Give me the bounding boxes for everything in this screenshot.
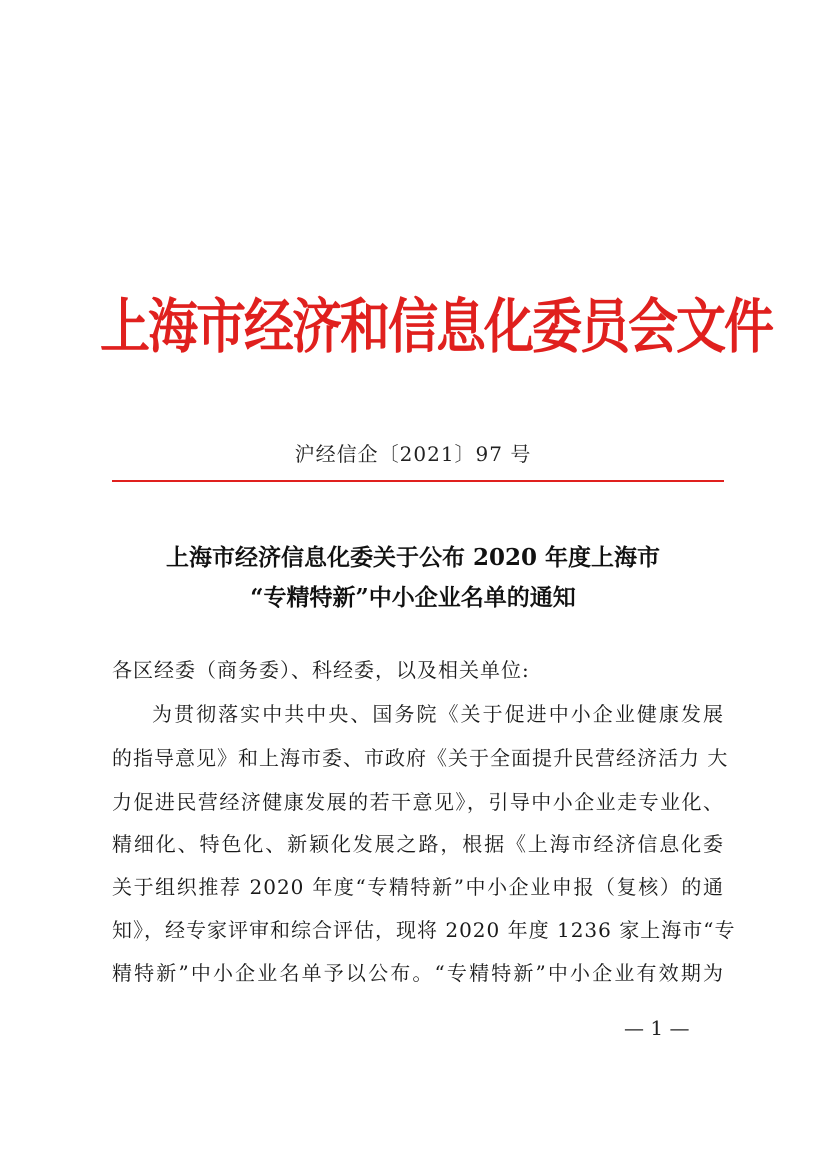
body-paragraph-line: 精特新”中小企业名单予以公布。“专精特新”中小企业有效期为 bbox=[112, 961, 724, 985]
document-number: 沪经信企〔2021〕97 号 bbox=[294, 442, 532, 466]
issuing-organization-title: 上海市经济和信息化委员会文件 bbox=[100, 291, 772, 362]
body-paragraph-line: 知》，经专家评审和综合评估，现将 2020 年度 1236 家上海市“专 bbox=[112, 918, 736, 942]
body-paragraph-line: 为贯彻落实中共中央、国务院《关于促进中小企业健康发展 bbox=[152, 702, 724, 726]
page-number: — 1 — bbox=[624, 1016, 690, 1040]
body-paragraph-line: 力促进民营经济健康发展的若干意见》，引导中小企业走专业化、 bbox=[112, 790, 724, 814]
notice-title bbox=[100, 538, 726, 618]
red-divider-line bbox=[112, 480, 724, 482]
notice-title-line-2: “专精特新”中小企业名单的通知 bbox=[250, 584, 576, 611]
body-paragraph-line: 精细化、特色化、新颖化发展之路，根据《上海市经济信息化委 bbox=[112, 832, 724, 856]
body-paragraph-line: 的指导意见》和上海市委、市政府《关于全面提升民营经济活力 大 bbox=[112, 746, 729, 770]
notice-title-line-1: 上海市经济信息化委关于公布 2020 年度上海市 bbox=[165, 544, 661, 571]
salutation: 各区经委（商务委）、科经委，以及相关单位: bbox=[112, 658, 530, 682]
body-paragraph-line: 关于组织推荐 2020 年度“专精特新”中小企业申报（复核）的通 bbox=[112, 875, 724, 899]
